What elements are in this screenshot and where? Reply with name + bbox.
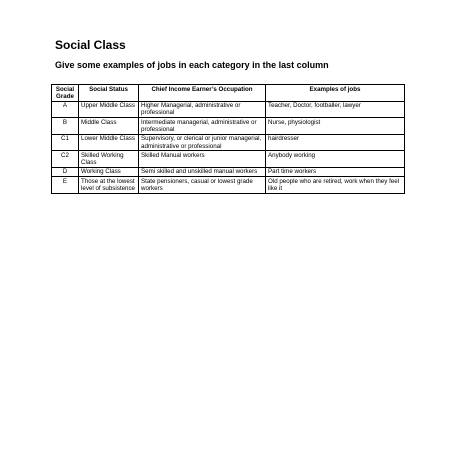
cell-jobs: hairdresser xyxy=(266,134,405,151)
cell-status: Lower Middle Class xyxy=(79,134,139,151)
table-header-row xyxy=(52,85,405,102)
table-row xyxy=(52,151,405,168)
social-class-table xyxy=(51,84,405,194)
cell-grade: E xyxy=(52,177,79,194)
cell-grade: C2 xyxy=(52,151,79,168)
cell-occupation: Skilled Manual workers xyxy=(139,151,266,168)
cell-occupation: Supervisory, or clerical or junior managerial, administrative or professional xyxy=(139,134,266,151)
cell-grade: A xyxy=(52,101,79,118)
cell-jobs: Part time workers xyxy=(266,167,405,176)
cell-status: Upper Middle Class xyxy=(79,101,139,118)
cell-jobs: Old people who are retired, work when they feel like it xyxy=(266,177,405,194)
cell-grade: B xyxy=(52,118,79,135)
cell-occupation: Semi skilled and unskilled manual workers xyxy=(139,167,266,176)
header-occupation: Chief Income Earner’s Occupation xyxy=(139,85,266,102)
cell-status: Middle Class xyxy=(79,118,139,135)
table-row xyxy=(52,118,405,135)
cell-occupation: Higher Managerial, administrative or professional xyxy=(139,101,266,118)
header-examples-of-jobs: Examples of jobs xyxy=(266,85,405,102)
cell-grade: C1 xyxy=(52,134,79,151)
table-row xyxy=(52,101,405,118)
cell-jobs: Teacher, Doctor, footballer, lawyer xyxy=(266,101,405,118)
instructions-heading: Give some examples of jobs in each category in the last column xyxy=(55,60,329,70)
cell-jobs: Nurse, physiologist xyxy=(266,118,405,135)
cell-jobs: Anybody working xyxy=(266,151,405,168)
cell-grade: D xyxy=(52,167,79,176)
cell-occupation: State pensioners, casual or lowest grade workers xyxy=(139,177,266,194)
table-row xyxy=(52,134,405,151)
header-social-grade: Social Grade xyxy=(52,85,79,102)
cell-status: Working Class xyxy=(79,167,139,176)
header-social-status: Social Status xyxy=(79,85,139,102)
cell-occupation: Intermediate managerial, administrative or professional xyxy=(139,118,266,135)
page-title: Social Class xyxy=(55,38,126,52)
cell-status: Those at the lowest level of subsistence xyxy=(79,177,139,194)
table-row xyxy=(52,167,405,176)
cell-status: Skilled Working Class xyxy=(79,151,139,168)
table-row xyxy=(52,177,405,194)
